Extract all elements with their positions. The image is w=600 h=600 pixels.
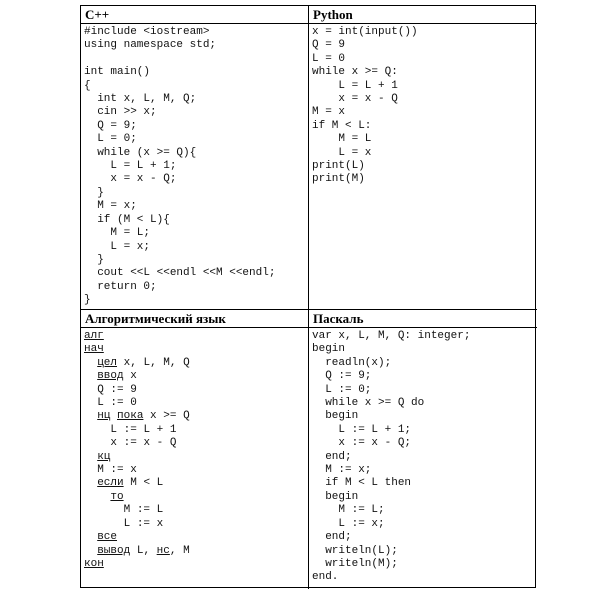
code-line: Q = 9; <box>84 119 137 132</box>
cpp-cell <box>81 6 309 24</box>
code-line <box>84 491 308 504</box>
code-line: return 0; <box>84 280 157 293</box>
python-cell <box>309 6 537 24</box>
keyword: цел <box>97 356 118 369</box>
cpp-code-cell <box>81 24 309 310</box>
code-line: end; <box>312 531 352 544</box>
code-line: print(M) <box>312 173 365 186</box>
pascal-header: Паскаль <box>309 310 537 328</box>
code-line: M := L; <box>312 504 385 517</box>
python-header: Python <box>309 6 537 24</box>
code-line: } <box>84 186 104 199</box>
code-line: L := x; <box>312 517 385 530</box>
keyword: ввод <box>97 370 124 383</box>
code-line: writeln(L); <box>312 544 398 557</box>
pascal-code-cell <box>309 328 537 589</box>
code-line: begin <box>312 490 359 503</box>
code-line <box>84 53 308 66</box>
code-line: } <box>84 253 104 266</box>
code-line: int x, L, M, Q; <box>84 93 197 106</box>
code-line: begin <box>312 343 346 356</box>
cpp-code <box>81 24 308 308</box>
algo-cell <box>81 310 309 328</box>
algo-code-cell <box>81 328 309 589</box>
python-code-cell <box>309 24 537 310</box>
code-line <box>84 558 308 571</box>
code-line: M := x; <box>312 464 372 477</box>
code-line <box>84 343 308 356</box>
code-line: Q := 9 <box>97 383 137 396</box>
code-line: if (M < L){ <box>84 213 170 226</box>
code-line <box>84 451 308 464</box>
code-line: ввод x <box>97 370 137 383</box>
code-line: M = x <box>312 106 346 119</box>
code-line: x := x - Q; <box>312 437 412 450</box>
code-line: end. <box>312 571 339 584</box>
code-line: while x >= Q: <box>312 66 398 79</box>
keyword: нц <box>97 410 111 423</box>
keyword: кон <box>84 557 104 570</box>
code-line: L = x <box>312 146 372 159</box>
code-line: L := L + 1; <box>312 423 412 436</box>
code-line: x = x - Q <box>312 93 398 106</box>
code-line: цел x, L, M, Q <box>97 356 190 369</box>
keyword: вывод <box>97 544 131 557</box>
code-line: L := 0; <box>312 383 372 396</box>
code-line: x = x - Q; <box>84 173 177 186</box>
code-line: Q := 9; <box>312 370 372 383</box>
code-line: cout <<L <<endl <<M <<endl; <box>84 267 276 280</box>
code-line: } <box>84 294 91 307</box>
algo-header: Алгоритмический язык <box>81 310 308 328</box>
code-line: print(L) <box>312 160 365 173</box>
code-line <box>84 531 308 544</box>
code-line: using namespace std; <box>84 39 217 52</box>
code-line: Q = 9 <box>312 39 346 52</box>
code-line: L := L + 1 <box>110 423 177 436</box>
code-line: нц пока x >= Q <box>97 410 190 423</box>
code-line: x = int(input()) <box>312 26 418 38</box>
code-line: cin >> x; <box>84 106 157 119</box>
code-line: M = x; <box>84 200 137 213</box>
code-line <box>84 330 308 343</box>
code-line: writeln(M); <box>312 557 398 570</box>
code-line: M = L; <box>84 227 151 240</box>
code-line: L := 0 <box>97 397 137 410</box>
code-line: int main() <box>84 66 151 79</box>
keyword: то <box>110 490 124 503</box>
python-code <box>309 24 537 187</box>
pascal-cell <box>309 310 537 328</box>
code-line: if M < L: <box>312 119 372 132</box>
code-line: end; <box>312 450 352 463</box>
code-line: begin <box>312 410 359 423</box>
code-line: #include <iostream> <box>84 26 210 38</box>
pascal-code <box>309 328 537 585</box>
code-line: if M < L then <box>312 477 412 490</box>
keyword: кц <box>97 450 111 463</box>
algo-code <box>81 328 308 571</box>
code-line: L = x; <box>84 240 151 253</box>
keyword: все <box>97 531 118 544</box>
code-line: readln(x); <box>312 356 392 369</box>
code-line: { <box>84 79 91 92</box>
code-line: M := L <box>123 504 164 517</box>
code-line: while x >= Q do <box>312 397 425 410</box>
code-line: L = 0; <box>84 133 137 146</box>
cpp-header: C++ <box>81 6 308 24</box>
code-line: если M < L <box>97 477 164 490</box>
code-line: L = 0 <box>312 52 346 65</box>
keyword: пока <box>117 410 144 423</box>
code-line: M := x <box>97 464 137 477</box>
keyword: алг <box>84 330 104 342</box>
keyword: нс <box>156 544 170 557</box>
code-line: while (x >= Q){ <box>84 146 197 159</box>
code-line: L = L + 1; <box>84 160 177 173</box>
keyword: если <box>97 477 124 490</box>
code-line: var x, L, M, Q: integer; <box>312 330 471 342</box>
code-line: вывод L, нс, M <box>97 544 190 557</box>
program-comparison-table <box>80 5 536 588</box>
code-line: x := x - Q <box>110 437 177 450</box>
keyword: нач <box>84 343 104 356</box>
code-line: M = L <box>312 133 372 146</box>
code-line: L := x <box>123 517 164 530</box>
code-line: L = L + 1 <box>312 79 398 92</box>
